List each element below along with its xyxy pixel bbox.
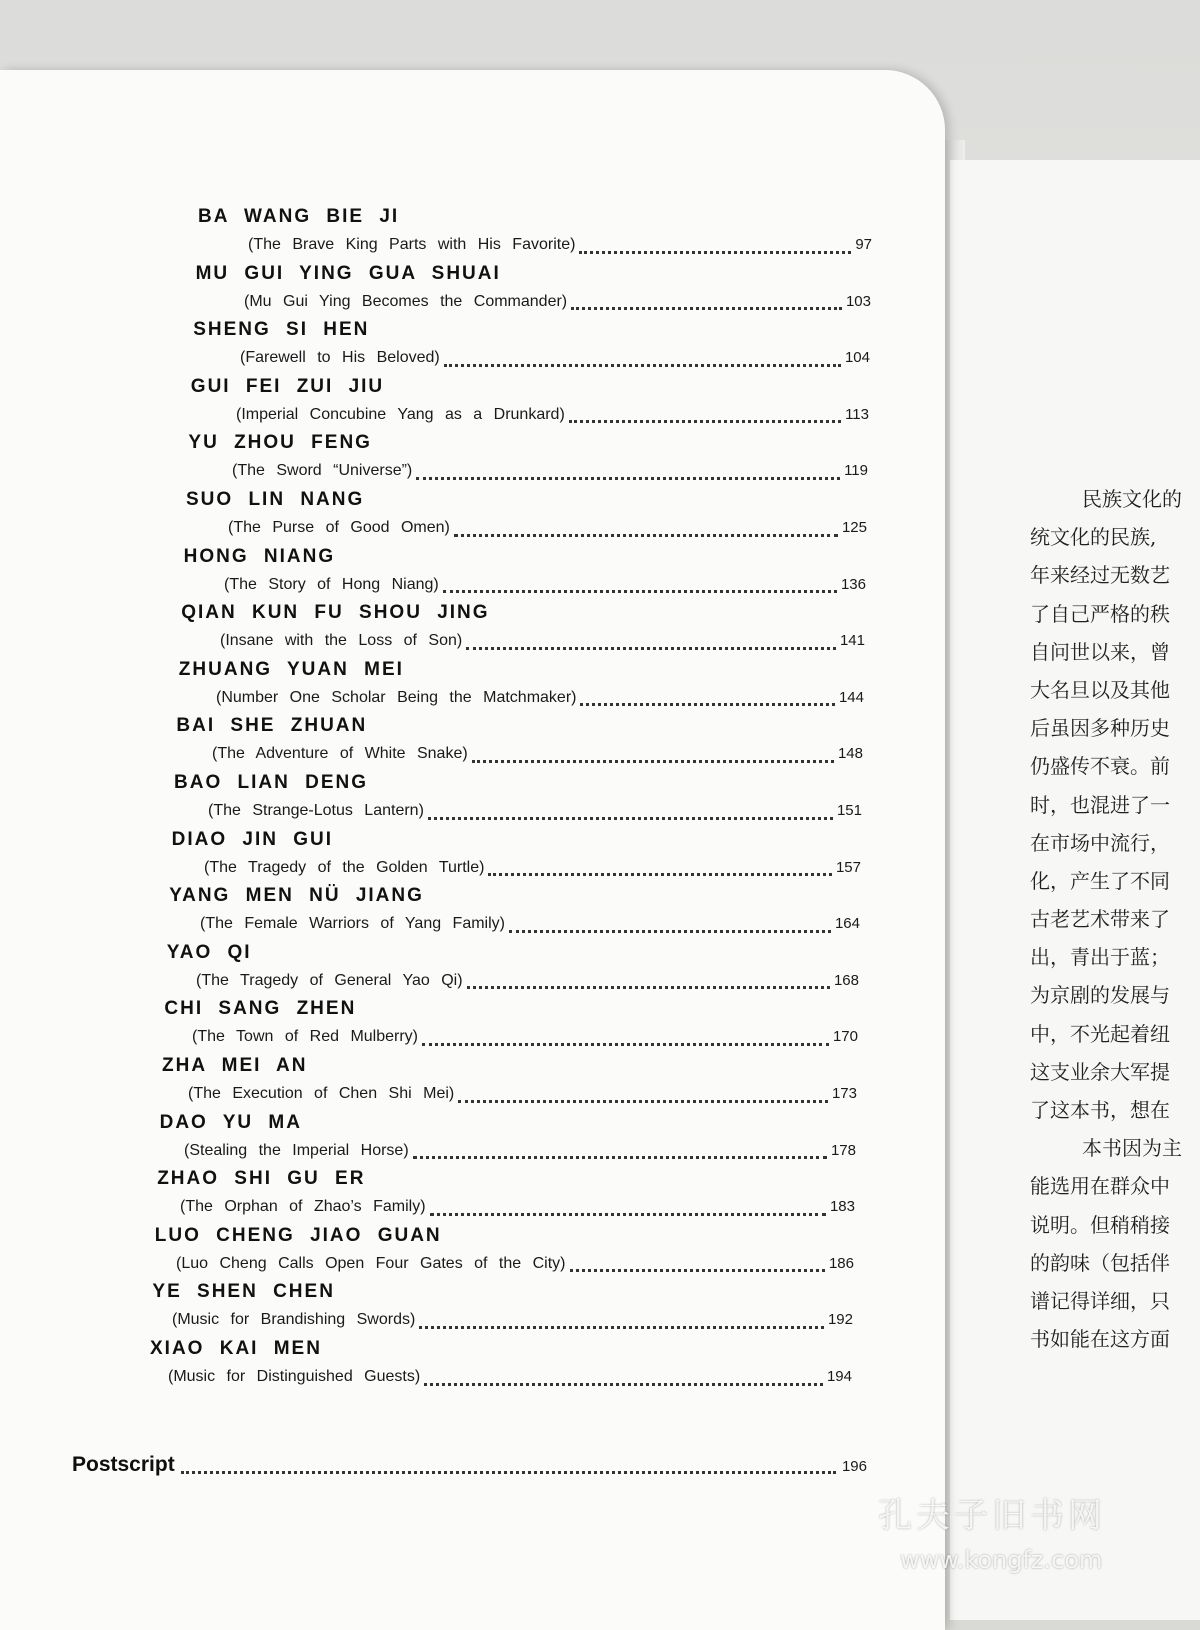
right-page-line: 民族文化的 xyxy=(1082,487,1182,511)
right-page-line: 年来经过无数艺 xyxy=(1030,563,1170,588)
toc-entry-page-number: 183 xyxy=(829,1198,855,1216)
right-page-line: 仍盛传不衰。前 xyxy=(1030,754,1170,779)
toc-entry-subtitle: (The Sword “Universe”) xyxy=(232,462,413,480)
toc-entry-page-number: 104 xyxy=(844,349,870,367)
toc-entry-subtitle: (Music for Brandishing Swords) xyxy=(172,1311,416,1329)
toc-entry-page-number: 125 xyxy=(841,519,867,536)
dot-leader xyxy=(416,477,840,480)
toc-entry-subtitle: (The Story of Hong Niang) xyxy=(224,575,439,593)
dot-leader xyxy=(472,760,834,763)
right-page-line: 了这本书，想在 xyxy=(1030,1098,1170,1122)
dot-leader xyxy=(419,1326,824,1329)
dot-leader xyxy=(454,534,838,537)
toc-entry-page-number: 148 xyxy=(837,745,863,763)
toc-entry-line xyxy=(212,745,863,769)
toc-entry-subtitle: (Music for Distinguished Guests) xyxy=(168,1368,421,1385)
toc-entry-subtitle: (Number One Scholar Being the Matchmaker) xyxy=(216,688,577,706)
toc-entry-line xyxy=(200,915,860,939)
right-page-line: 后虽因多种历史 xyxy=(1030,716,1170,741)
toc-entry-page-number: 151 xyxy=(836,802,862,819)
toc-entry-line xyxy=(176,1255,854,1279)
right-page-line: 的韵味（包括伴 xyxy=(1030,1250,1170,1275)
toc-entry-line xyxy=(196,972,859,996)
dot-leader xyxy=(444,364,841,367)
toc-entry-title: ZHAO SHI GU ER xyxy=(157,1168,366,1190)
toc-entry-subtitle: (The Execution of Chen Shi Mei) xyxy=(188,1085,455,1102)
toc-entry-title: GUI FEI ZUI JIU xyxy=(190,375,385,397)
dot-leader xyxy=(488,873,832,876)
toc-entry-page-number: 192 xyxy=(827,1311,853,1329)
dot-leader xyxy=(413,1156,827,1159)
right-page-line: 这支业余大军提 xyxy=(1030,1059,1170,1084)
toc-entry-title: XIAO KAI MEN xyxy=(150,1338,322,1359)
toc-entry-page-number: 157 xyxy=(835,858,861,876)
toc-entry-page-number: 168 xyxy=(833,971,859,989)
dot-leader xyxy=(428,817,833,820)
dot-leader xyxy=(570,1269,825,1272)
toc-entry-line xyxy=(184,1142,856,1166)
right-page-line: 为京剧的发展与 xyxy=(1030,983,1170,1008)
right-page-line: 自问世以来，曾 xyxy=(1030,639,1170,664)
toc-entry-subtitle: (The Town of Red Mulberry) xyxy=(192,1028,418,1046)
toc-entry-line xyxy=(216,689,864,713)
toc-entry-title: BAI SHE ZHUAN xyxy=(176,715,368,737)
toc-entry-subtitle: (The Female Warriors of Yang Family) xyxy=(200,915,505,933)
toc-entry-line xyxy=(168,1368,852,1392)
toc-entry-subtitle: (The Strange-Lotus Lantern) xyxy=(208,802,424,819)
dot-leader xyxy=(422,1043,829,1046)
toc-entry-title: ZHA MEI AN xyxy=(162,1055,308,1076)
toc-entry-subtitle: (Stealing the Imperial Horse) xyxy=(184,1141,409,1159)
right-page-line: 统文化的民族, xyxy=(1030,525,1157,550)
postscript-page-number: 196 xyxy=(841,1458,867,1475)
right-page-line: 书如能在这方面 xyxy=(1030,1327,1170,1352)
toc-entry-title: DIAO JIN GUI xyxy=(171,828,333,850)
toc-entry-subtitle: (Imperial Concubine Yang as a Drunkard) xyxy=(236,405,565,423)
dot-leader xyxy=(424,1383,823,1386)
toc-entry-title: BAO LIAN DENG xyxy=(174,772,368,793)
right-page-line: 时，也混进了一 xyxy=(1030,792,1170,817)
toc-entry-line xyxy=(204,859,861,883)
dot-leader xyxy=(430,1213,826,1216)
toc-entry-subtitle: (The Adventure of White Snake) xyxy=(212,745,468,763)
toc-entry-title: CHI SANG ZHEN xyxy=(164,998,357,1020)
toc-entry-page-number: 103 xyxy=(845,292,871,310)
toc-entry-line xyxy=(192,1028,858,1052)
toc-entry-page-number: 97 xyxy=(855,236,872,253)
toc-entry-title: DAO YU MA xyxy=(159,1111,302,1133)
toc-entry-subtitle: (The Brave King Parts with His Favorite) xyxy=(248,236,576,253)
toc-entry-subtitle: (Luo Cheng Calls Open Four Gates of the City) xyxy=(176,1254,566,1272)
toc-entry-title: ZHUANG YUAN MEI xyxy=(178,658,404,680)
right-page-line: 大名旦以及其他 xyxy=(1030,677,1170,702)
toc-entry-page-number: 164 xyxy=(834,915,860,933)
right-page-line: 了自己严格的秩 xyxy=(1030,601,1170,626)
dot-leader xyxy=(443,590,837,593)
watermark-logo-text: 孔夫子旧书网 xyxy=(878,1496,1106,1536)
toc-entry-page-number: 136 xyxy=(840,575,866,593)
right-page-line: 在市场中流行， xyxy=(1030,830,1170,855)
toc-entry-title: YAO QI xyxy=(166,941,252,963)
toc-entry-line xyxy=(208,802,862,826)
right-page-line: 能选用在群众中 xyxy=(1030,1174,1170,1199)
dot-leader xyxy=(579,251,851,254)
toc-entry-subtitle: (The Purse of Good Omen) xyxy=(228,519,450,536)
toc-entry-subtitle: (The Tragedy of General Yao Qi) xyxy=(196,971,463,989)
toc-entry-page-number: 178 xyxy=(830,1141,856,1159)
right-page-line: 古老艺术带来了 xyxy=(1030,907,1170,932)
toc-entry-page-number: 186 xyxy=(828,1254,854,1272)
dot-leader xyxy=(458,1100,828,1103)
toc-entry-line xyxy=(248,236,872,260)
toc-entry-title: SUO LIN NANG xyxy=(186,489,365,510)
toc-entry-title: YU ZHOU FENG xyxy=(188,432,372,454)
toc-entry-title: SHENG SI HEN xyxy=(193,319,370,341)
toc-entry-page-number: 119 xyxy=(844,462,868,480)
toc-entry-line xyxy=(244,293,871,317)
toc-entry-page-number: 194 xyxy=(826,1368,852,1385)
right-page-line: 本书因为主 xyxy=(1082,1136,1182,1161)
right-page-line: 中，不光起着纽 xyxy=(1030,1021,1170,1046)
watermark-url: www.kongfz.com xyxy=(900,1546,1103,1574)
toc-entry-page-number: 113 xyxy=(845,405,869,423)
toc-entry-page-number: 170 xyxy=(832,1028,858,1046)
right-page-text xyxy=(1030,480,1200,1358)
postscript-entry xyxy=(72,1453,867,1481)
right-page-line: 说明。但稍稍接 xyxy=(1030,1212,1170,1237)
toc-entry-page-number: 144 xyxy=(838,688,864,706)
dot-leader xyxy=(466,647,836,650)
toc-entry-subtitle: (Mu Gui Ying Becomes the Commander) xyxy=(244,292,568,310)
toc-entry-subtitle: (Farewell to His Beloved) xyxy=(240,349,440,367)
toc-entry-line xyxy=(220,632,865,656)
dot-leader xyxy=(181,1471,836,1474)
toc-entry-page-number: 141 xyxy=(839,632,865,650)
toc-entry-line xyxy=(224,576,866,600)
toc-entry-title: HONG NIANG xyxy=(183,545,336,567)
dot-leader xyxy=(569,420,841,423)
right-page-line: 谱记得详细，只 xyxy=(1030,1288,1170,1313)
toc-entry-line xyxy=(228,519,867,543)
toc-entry-title: BA WANG BIE JI xyxy=(198,206,400,227)
toc-entry-line xyxy=(236,406,869,430)
toc-entry-line xyxy=(232,462,868,486)
right-page-line: 化，产生了不同 xyxy=(1030,868,1170,893)
toc-entry-line xyxy=(172,1311,853,1335)
toc-entry-line xyxy=(180,1198,855,1222)
right-page-line: 出，青出于蓝； xyxy=(1030,945,1170,970)
toc-entry-title: LUO CHENG JIAO GUAN xyxy=(154,1224,442,1246)
toc-entry-title: YE SHEN CHEN xyxy=(152,1281,335,1303)
toc-entry-subtitle: (Insane with the Loss of Son) xyxy=(220,632,463,650)
toc-entry-page-number: 173 xyxy=(831,1085,857,1102)
toc-entry-title: MU GUI YING GUA SHUAI xyxy=(195,262,501,284)
dot-leader xyxy=(467,986,830,989)
toc-entry-title: YANG MEN NÜ JIANG xyxy=(169,885,424,907)
toc-entry-line xyxy=(188,1085,857,1109)
toc-entry-line xyxy=(240,349,870,373)
toc-entry-subtitle: (The Orphan of Zhao’s Family) xyxy=(180,1198,426,1216)
toc-entry-title: QIAN KUN FU SHOU JING xyxy=(181,602,490,624)
postscript-label: Postscript xyxy=(72,1453,175,1476)
dot-leader xyxy=(571,307,842,310)
dot-leader xyxy=(580,703,835,706)
dot-leader xyxy=(509,930,831,933)
toc-entry-subtitle: (The Tragedy of the Golden Turtle) xyxy=(204,858,485,876)
